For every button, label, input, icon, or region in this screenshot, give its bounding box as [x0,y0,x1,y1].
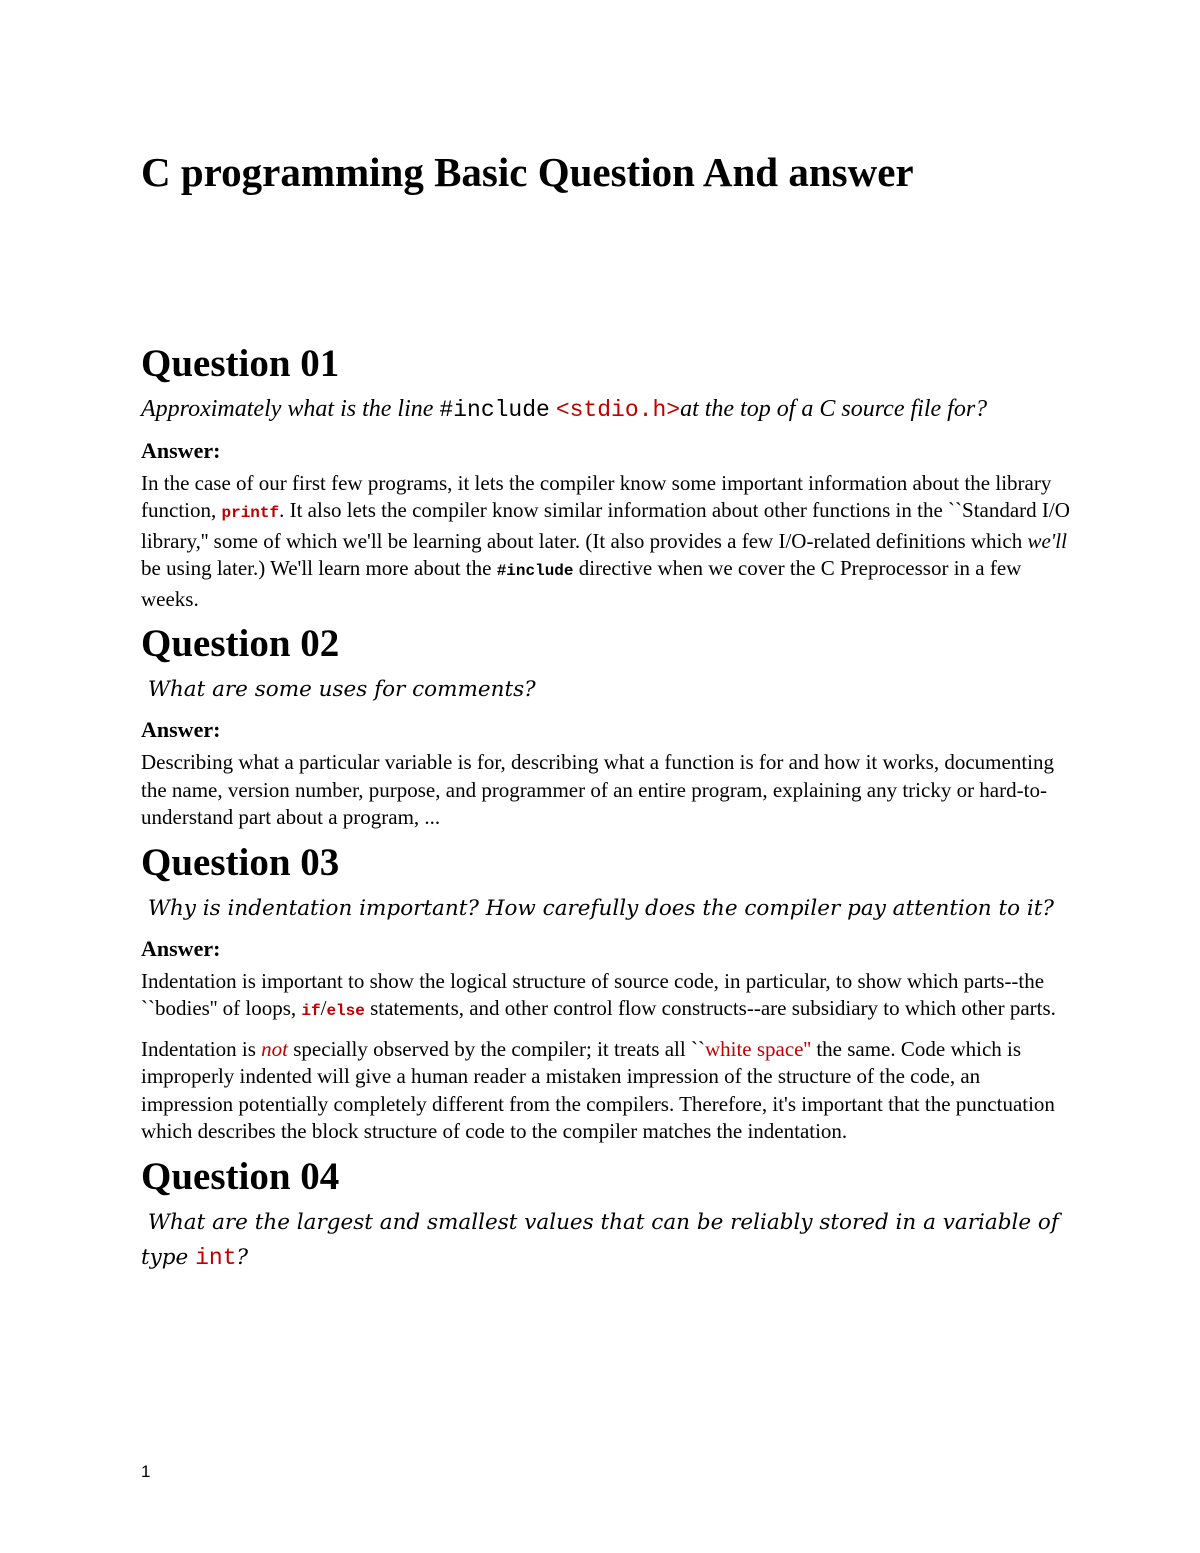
question-01-text-pre: Approximately what is the line [141,395,440,422]
page-number: 1 [141,1462,151,1481]
question-03-section [141,842,1071,1146]
question-04-heading: Question 04 [141,1154,340,1198]
question-03-text [141,891,1071,926]
question-01-code-include: #include [439,396,550,423]
question-04-text-pre: What are the largest and smallest values that can be reliably stored in a variable of type [141,1209,1059,1270]
question-02-text [141,672,1071,707]
answer-03-p2-part1: Indentation is [141,1036,262,1061]
answer-01-part2: . It also lets the compiler know similar information about other functions in the ``Standard I/O library,'' some of which we'll be learning about later. (It also provides a few I/O-related definitions which [141,498,1070,553]
question-01-text-post: at the top of a C source file for? [680,395,988,422]
answer-01-part3: be using later.) We'll learn more about the [141,556,497,581]
question-02-heading: Question 02 [141,622,340,666]
answer-03-p2-part2: specially observed by the compiler; it treats all `` [288,1036,705,1061]
answer-01-label: Answer: [141,437,221,463]
question-01-section [141,343,1071,613]
answer-01-part1: In the case of our first few programs, it lets the compiler know some important information about the library function, [141,470,1052,523]
answer-03-paragraph-2 [141,1036,1071,1146]
answer-03-p1-part1: Indentation is important to show the logical structure of source code, in particular, to show which parts--the ``bodies'' of loops, [141,968,1045,1021]
answer-03-p1-part2: statements, and other control flow constructs--are subsidiary to which other parts. [364,996,1056,1021]
question-01-text [141,392,1071,428]
answer-03-slash: / [320,996,327,1021]
question-04-section [141,1156,1071,1276]
question-03-text-content: Why is indentation important? How carefully does the compiler pay attention to it? [147,895,1054,921]
answer-02-label: Answer: [141,717,221,743]
question-01-heading: Question 01 [141,342,340,386]
question-02-text-content: What are some uses for comments? [147,677,536,703]
answer-01-emphasis: we'll [1027,528,1067,553]
answer-03-paragraph-1 [141,968,1071,1026]
question-03-heading: Question 03 [141,840,340,884]
question-04-text-post: ? [236,1244,249,1270]
question-02-section [141,623,1071,831]
document-body [141,150,1071,1284]
answer-03-code-if: if [301,1002,321,1021]
answer-03-label: Answer: [141,935,221,961]
answer-01-code-printf: printf [221,504,280,523]
answer-03-white-space: white space'' [704,1036,812,1061]
document-title: C programming Basic Question And answer [141,149,914,195]
question-01-code-stdio: <stdio.h> [555,396,681,423]
answer-03-p2-part3: the same. Code which is improperly indented will give a human reader a mistaken impression of the structure of the code, an impression potentially completely different from the compilers. Therefore, it's important that the punctuation which describes the block structure of code to the compiler matches the indentation. [141,1036,1055,1144]
answer-03-code-else: else [326,1002,365,1021]
answer-02-text: Describing what a particular variable is for, describing what a function is for and how it works, documenting the name, version number, purpose, and programmer of an entire program, explaining any tricky or hard-to-understand part about a program, ... [141,750,1054,830]
answer-01-text [141,470,1071,614]
answer-03-emphasis-not: not [261,1036,288,1061]
answer-01-part4: directive when we cover the C Preprocessor in a few weeks. [141,556,1022,611]
question-04-code-int: int [195,1244,237,1271]
answer-01-code-include: #include [496,562,574,581]
question-04-text [141,1205,1071,1276]
